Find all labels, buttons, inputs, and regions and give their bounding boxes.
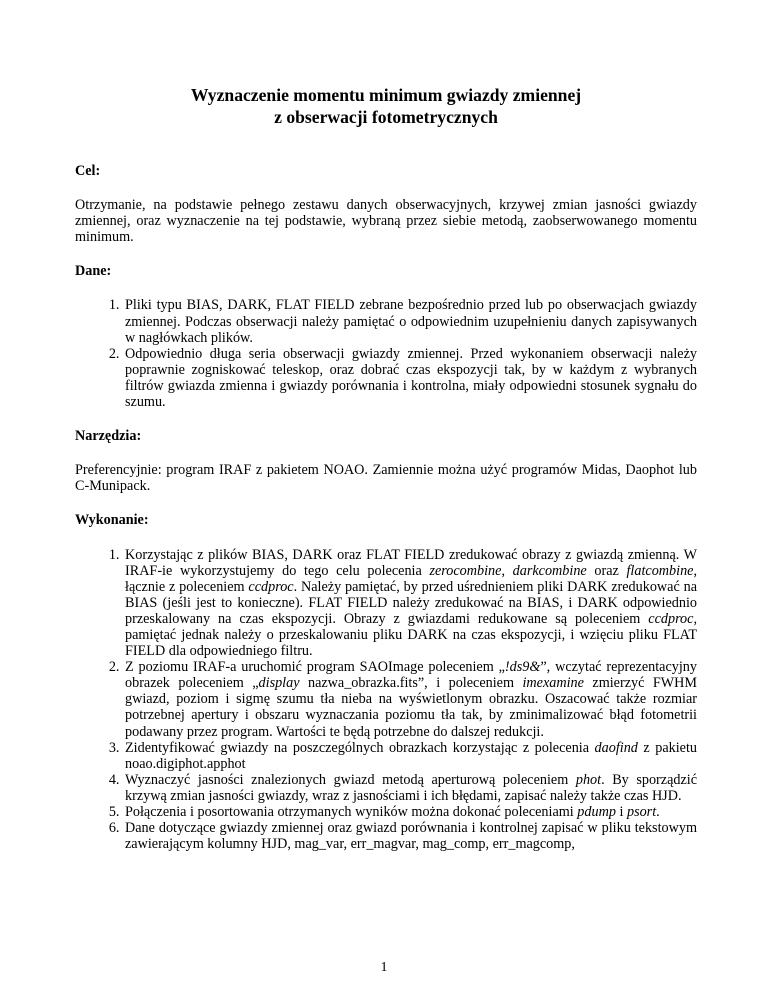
wykonanie-list [75,547,697,853]
dane-heading: Dane: [75,263,112,280]
list-item: 4. Wyznaczyć jasności znalezionych gwiazd metodą aperturową poleceniem phot. By sporządzić krzywą zmian jasności gwiazdy, wraz z jasnościami i ich błędami, zapisać należy także czas HJD. [123,772,697,804]
list-item: 2. Odpowiednio długa seria obserwacji gwiazdy zmiennej. Przed wykonaniem obserwacji należy poprawnie zogniskować teleskop, oraz dobrać czas ekspozycji tak, by w każdym z wybranych filtrów gwiazda zmienna i gwiazdy porównania i kontrolna, miały odpowiedni stosunek sygnału do szumu. [123,346,697,410]
page-title [75,85,697,128]
wykonanie-heading: Wykonanie: [75,512,149,529]
page-number: 1 [380,960,388,975]
narzedzia-paragraph: Preferencyjnie: program IRAF z pakietem NOAO. Zamiennie można użyć programów Midas, Daophot lub C-Munipack. [75,462,697,495]
list-item: 6. Dane dotyczące gwiazdy zmiennej oraz gwiazd porównania i kontrolnej zapisać w pliku tekstowym zawierającym kolumny HJD, mag_var, err_magvar, mag_comp, err_magcomp, [123,820,697,852]
list-item: 2. Z poziomu IRAF-a uruchomić program SAOImage poleceniem „!ds9&”, wczytać reprezentacyjny obrazek poleceniem „display nazwa_obrazka.fits”, i poleceniem imexamine zmierzyć FWHM gwiazd, poziom i sigmę szumu tła nieba na wyświetlonym obrazku. Oszacować także rozmiar potrzebnej apertury i obszaru wyznaczania poziomu tła tak, by zminimalizować błąd fotometrii podawany przez program. Wartości te będą potrzebne do dalszej redukcji. [123,659,697,739]
list-item: 3. Zidentyfikować gwiazdy na poszczególnych obrazkach korzystając z polecenia daofind z pakietu noao.digiphot.apphot [123,740,697,772]
document-page [75,85,697,870]
title-line-1: Wyznaczenie momentu minimum gwiazdy zmiennej [190,85,582,105]
list-item: 1. Korzystając z plików BIAS, DARK oraz FLAT FIELD zredukować obrazy z gwiazdą zmienną. W IRAF-ie wykorzystujemy do tego celu polecenia zerocombine, darkcombine oraz flatcombine, łącznie z poleceniem ccdproc. Należy pamiętać, by przed uśrednieniem pliki DARK zredukować na BIAS (jeśli jest to konieczne). FLAT FIELD należy zredukować na BIAS, i DARK odpowiednio przeskalowany na czas ekspozycji. Obrazy z gwiazdami redukowane są poleceniem ccdproc, pamiętać jednak należy o przeskalowaniu pliku DARK na czas ekspozycji, i wzięciu pliku FLAT FIELD dla odpowiedniego filtru. [123,547,697,660]
cel-paragraph: Otrzymanie, na podstawie pełnego zestawu danych obserwacyjnych, krzywej zmian jasności gwiazdy zmiennej, oraz wyznaczenie na tej podstawie, wybraną przez siebie metodą, zaobserwowanego momentu minimum. [75,197,697,246]
list-item: 5. Połączenia i posortowania otrzymanych wyników można dokonać poleceniami pdump i psort. [123,804,697,820]
title-line-2: z obserwacji fotometrycznych [274,106,498,127]
dane-list [75,297,697,410]
narzedzia-heading: Narzędzia: [75,428,142,445]
cel-heading: Cel: [75,163,101,179]
list-item: 1. Pliki typu BIAS, DARK, FLAT FIELD zebrane bezpośrednio przed lub po obserwacjach gwiazdy zmiennej. Podczas obserwacji należy pamiętać o odpowiednim uzupełnieniu danych zapisywanych w nagłówkach plików. [123,297,697,345]
